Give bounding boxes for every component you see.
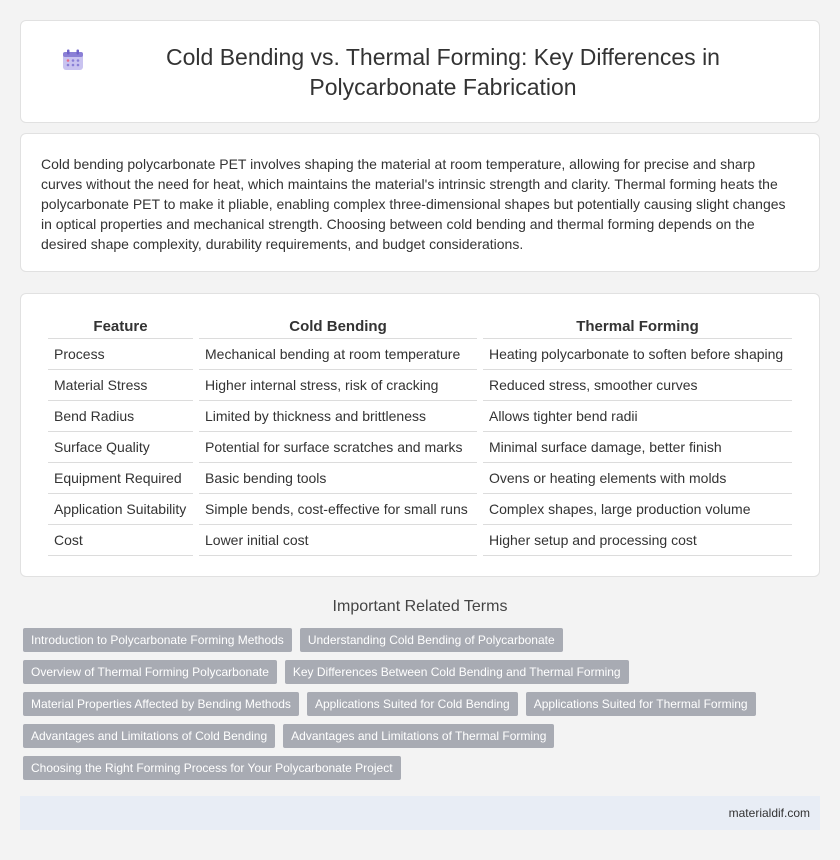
cell-cold: Simple bends, cost-effective for small runs: [199, 494, 477, 525]
footer: [20, 796, 820, 830]
table-row: [48, 432, 792, 463]
related-term-tag[interactable]: Key Differences Between Cold Bending and Thermal Forming: [285, 660, 629, 684]
cell-thermal: Reduced stress, smoother curves: [483, 370, 792, 401]
cell-thermal: Complex shapes, large production volume: [483, 494, 792, 525]
calendar-icon: [61, 48, 85, 72]
tag-row: [23, 724, 813, 748]
cell-cold: Basic bending tools: [199, 463, 477, 494]
related-term-tag[interactable]: Understanding Cold Bending of Polycarbonate: [300, 628, 563, 652]
tag-row: [23, 756, 813, 780]
table-row: [48, 401, 792, 432]
related-term-tag[interactable]: Introduction to Polycarbonate Forming Methods: [23, 628, 292, 652]
cell-cold: Lower initial cost: [199, 525, 477, 556]
cell-feature: Material Stress: [48, 370, 193, 401]
related-term-tag[interactable]: Advantages and Limitations of Thermal Forming: [283, 724, 554, 748]
cell-feature: Equipment Required: [48, 463, 193, 494]
table-header-row: [48, 314, 792, 339]
title-wrap: [21, 42, 819, 102]
cell-cold: Potential for surface scratches and marks: [199, 432, 477, 463]
header-cold-bending: Cold Bending: [199, 314, 477, 339]
related-term-tag[interactable]: Advantages and Limitations of Cold Bending: [23, 724, 275, 748]
tag-row: [23, 692, 813, 716]
table-row: [48, 339, 792, 370]
title-card: [20, 20, 820, 123]
related-term-tag[interactable]: Material Properties Affected by Bending Methods: [23, 692, 299, 716]
table-row: [48, 525, 792, 556]
cell-feature: Surface Quality: [48, 432, 193, 463]
related-term-tag[interactable]: Choosing the Right Forming Process for Your Polycarbonate Project: [23, 756, 401, 780]
cell-thermal: Higher setup and processing cost: [483, 525, 792, 556]
header-thermal-forming: Thermal Forming: [483, 314, 792, 339]
related-term-tag[interactable]: Applications Suited for Cold Bending: [307, 692, 518, 716]
comparison-table: [48, 314, 792, 556]
related-term-tag[interactable]: Applications Suited for Thermal Forming: [526, 692, 756, 716]
tag-row: [23, 628, 813, 652]
cell-cold: Higher internal stress, risk of cracking: [199, 370, 477, 401]
footer-site-link[interactable]: materialdif.com: [728, 806, 810, 820]
intro-paragraph: Cold bending polycarbonate PET involves shaping the material at room temperature, allowing for precise and sharp curves without the need for heat, which maintains the material's intrinsic strength and clarity. Thermal forming heats the polycarbonate PET to make it pliable, enabling complex three-dimensional shapes but potentially causing slight changes in optical properties and mechanical strength. Choosing between cold bending and thermal forming depends on the desired shape complexity, durability requirements, and budget considerations.: [41, 156, 786, 252]
header-feature: Feature: [48, 314, 193, 339]
cell-feature: Cost: [48, 525, 193, 556]
related-term-tag[interactable]: Overview of Thermal Forming Polycarbonate: [23, 660, 277, 684]
page-title: Cold Bending vs. Thermal Forming: Key Differences in Polycarbonate Fabrication: [166, 43, 720, 100]
table-row: [48, 370, 792, 401]
tag-row: [23, 660, 813, 684]
comparison-card: [20, 293, 820, 577]
related-terms-list: [23, 628, 813, 788]
cell-feature: Bend Radius: [48, 401, 193, 432]
cell-thermal: Minimal surface damage, better finish: [483, 432, 792, 463]
cell-feature: Process: [48, 339, 193, 370]
cell-cold: Limited by thickness and brittleness: [199, 401, 477, 432]
intro-card: [20, 133, 820, 272]
related-terms-title: Important Related Terms: [332, 598, 508, 615]
cell-cold: Mechanical bending at room temperature: [199, 339, 477, 370]
cell-thermal: Heating polycarbonate to soften before shaping: [483, 339, 792, 370]
table-row: [48, 463, 792, 494]
cell-thermal: Ovens or heating elements with molds: [483, 463, 792, 494]
cell-thermal: Allows tighter bend radii: [483, 401, 792, 432]
cell-feature: Application Suitability: [48, 494, 193, 525]
table-row: [48, 494, 792, 525]
